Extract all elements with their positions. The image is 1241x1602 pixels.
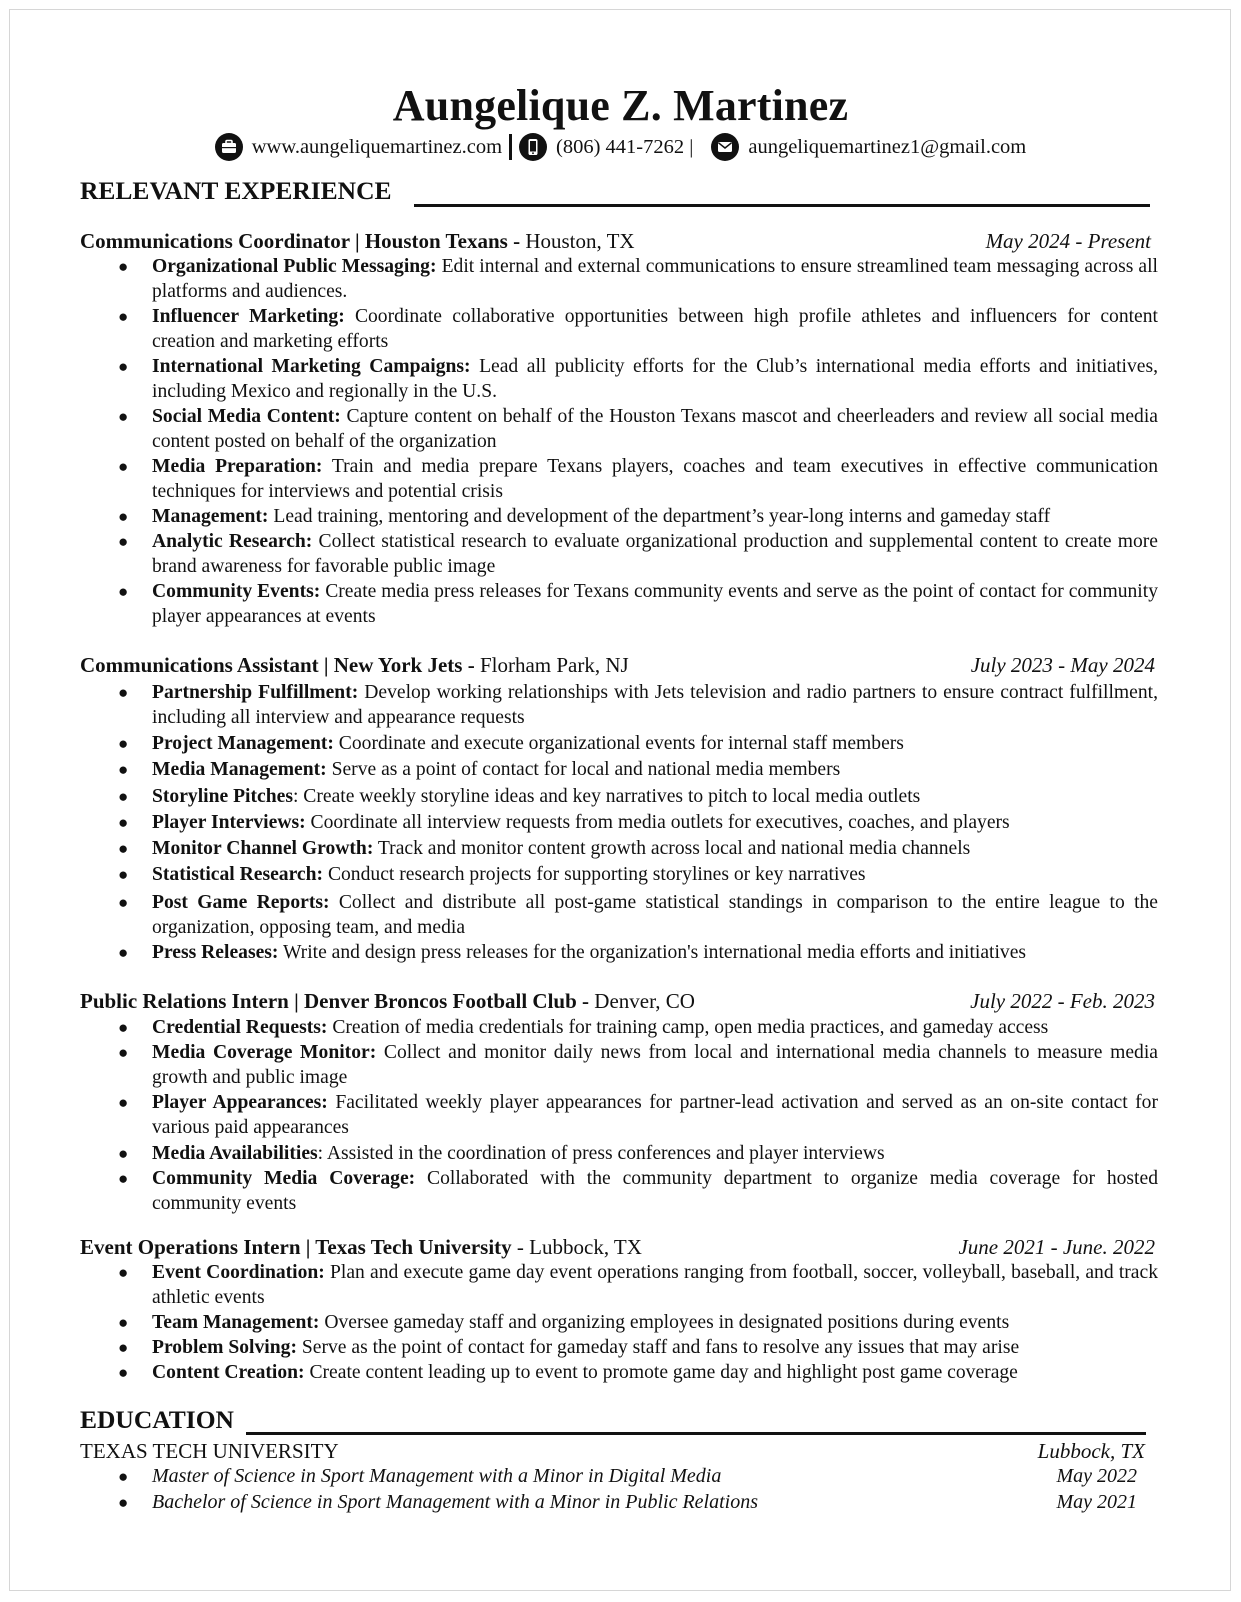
bullet-item [118,529,1158,579]
bullet-label: Media Preparation: [152,456,323,477]
education-heading: EDUCATION [80,1405,234,1434]
bullet-item [118,680,1158,730]
bullet-text: Edit internal and external communications to ensure streamlined team messaging across all platforms and audiences. [152,256,1158,302]
bullet-text: Train and media prepare Texans players, coaches and team executives in effective communication techniques for interviews and potential crisis [152,456,1158,502]
job-title: Public Relations Intern | Denver Broncos Football Club - [80,989,590,1013]
bullet-label: Statistical Research: [152,864,324,885]
briefcase-icon [215,133,243,161]
phone-number[interactable]: (806) 441-7262 | [556,135,694,158]
bullet-text: Serve as a point of contact for local and national media members [326,759,841,780]
bullet-text: Collect and monitor daily news from local and international media channels to measure media growth and public image [152,1042,1158,1088]
bullet-text: Coordinate all interview requests from media outlets for executives, coaches, and players [305,812,1010,833]
job-header [80,1234,642,1260]
bullet-label: Analytic Research: [152,531,313,552]
bullet-icon: ● [118,357,129,376]
bullet-item [118,731,1158,756]
bullet-icon: ● [118,1018,129,1037]
bullet-text: Creation of media credentials for training camp, open media practices, and gameday access [327,1017,1049,1038]
bullet-item [118,1166,1158,1216]
bullet-icon: ● [118,1144,129,1163]
contact-line [0,132,1241,162]
bullet-icon: ● [118,1363,129,1382]
bullet-text: Conduct research projects for supporting storylines or key narratives [323,864,866,885]
bullet-text: Plan and execute game day event operations ranging from football, soccer, volleyball, baseball, and track athletic events [152,1262,1158,1308]
bullet-item [118,1040,1158,1090]
bullet-icon: ● [118,734,129,753]
degree-name: Master of Science in Sport Management with a Minor in Digital Media [152,1465,722,1487]
bullet-label: Media Coverage Monitor: [152,1042,377,1063]
bullet-icon: ● [118,1467,129,1486]
bullet-text: Collect and distribute all post-game statistical standings in comparison to the entire league to the organization, opposing team, and media [152,892,1159,938]
bullet-text: Facilitated weekly player appearances for partner-lead activation and served as an on-site contact for various paid appearances [152,1092,1158,1138]
bullet-icon: ● [118,683,129,702]
bullet-icon: ● [118,760,129,779]
job-title: Communications Coordinator | Houston Texans - [80,229,521,253]
job-header [80,988,695,1014]
bullet-icon: ● [118,1169,129,1188]
job-location: Denver, CO [589,989,695,1013]
degree-item [118,1490,758,1515]
bullet-label: Community Events: [152,581,321,602]
bullet-item [118,757,1158,782]
bullet-icon: ● [118,457,129,476]
bullet-item [118,1260,1158,1310]
bullet-label: Project Management: [152,733,334,754]
bullet-text: Track and monitor content growth across local and national media channels [373,838,971,859]
school-name: TEXAS TECH UNIVERSITY [80,1439,339,1463]
bullet-text: Oversee gameday staff and organizing employees in designated positions during events [319,1312,1010,1333]
degree-date: May 2021 [1056,1491,1137,1513]
bullet-item [118,354,1158,404]
envelope-icon [711,133,739,161]
bullet-label: Storyline Pitches [152,786,293,807]
job-location: - Lubbock, TX [511,1235,642,1259]
bullet-label: Organizational Public Messaging: [152,256,437,277]
bullet-text: Write and design press releases for the organization's international media efforts and initiatives [278,942,1027,963]
bullet-text: : Assisted in the coordination of press conferences and player interviews [317,1143,885,1164]
job-title: Event Operations Intern | Texas Tech University [80,1235,512,1259]
bullet-icon: ● [118,1313,129,1332]
job-header [80,228,635,254]
job-location: Houston, TX [520,229,635,253]
bullet-label: Event Coordination: [152,1262,325,1283]
bullet-label: Influencer Marketing: [152,306,345,327]
degree-date: May 2022 [1056,1465,1137,1487]
job-dates: June 2021 - June. 2022 [958,1235,1155,1259]
bullet-item [118,890,1158,940]
bullet-text: Coordinate collaborative opportunities between high profile athletes and influencers for content creation and marketing efforts [152,306,1158,352]
candidate-name: Aungelique Z. Martinez [392,81,849,130]
education-rule [246,1432,1146,1435]
bullet-icon: ● [118,839,129,858]
bullet-label: Post Game Reports: [152,892,330,913]
bullet-item [118,454,1158,504]
degree-name: Bachelor of Science in Sport Management with a Minor in Public Relations [152,1491,759,1513]
bullet-text: Create media press releases for Texans community events and serve as the point of contact for community player appearances at events [152,581,1158,627]
bullet-label: Problem Solving: [152,1337,297,1358]
experience-rule [414,204,1150,207]
bullet-text: Lead training, mentoring and development of the department’s year-long interns and gameday staff [268,506,1051,527]
bullet-label: Media Management: [152,759,327,780]
bullet-icon: ● [118,1263,129,1282]
phone-icon [519,133,547,161]
bullet-icon: ● [118,582,129,601]
bullet-label: Press Releases: [152,942,279,963]
bullet-label: Media Availabilities [152,1143,318,1164]
separator [509,134,512,160]
bullet-icon: ● [118,1093,129,1112]
bullet-item [118,810,1158,835]
job-location: Florham Park, NJ [474,653,629,677]
bullet-item [118,1335,1158,1360]
bullet-text: Collect statistical research to evaluate organizational production and supplemental content to create more brand awareness for favorable public image [152,531,1159,577]
bullet-icon: ● [118,307,129,326]
bullet-icon: ● [118,1493,129,1512]
bullet-label: Monitor Channel Growth: [152,838,374,859]
bullet-text: Capture content on behalf of the Houston Texans mascot and cheerleaders and review all social media content posted on behalf of the organization [152,406,1158,452]
bullet-item [118,862,1158,887]
bullet-label: Social Media Content: [152,406,341,427]
job-dates: May 2024 - Present [985,229,1151,253]
bullet-item [118,504,1158,529]
bullet-icon: ● [118,787,129,806]
bullet-item [118,836,1158,861]
bullet-label: Player Interviews: [152,812,306,833]
bullet-text: Create content leading up to event to promote game day and highlight post game coverage [304,1362,1018,1383]
bullet-item [118,1360,1158,1385]
bullet-icon: ● [118,532,129,551]
bullet-label: Content Creation: [152,1362,305,1383]
bullet-text: Collaborated with the community department to organize media coverage for hosted community events [152,1168,1158,1214]
bullet-text: Serve as the point of contact for gameday staff and fans to resolve any issues that may arise [296,1337,1020,1358]
bullet-item [118,1015,1158,1040]
job-dates: July 2023 - May 2024 [970,653,1155,677]
bullet-icon: ● [118,893,129,912]
bullet-icon: ● [118,1043,129,1062]
bullet-icon: ● [118,507,129,526]
degree-item [118,1464,721,1489]
bullet-label: Management: [152,506,269,527]
bullet-item [118,304,1158,354]
bullet-icon: ● [118,865,129,884]
job-title: Communications Assistant | New York Jets - [80,653,475,677]
experience-heading: RELEVANT EXPERIENCE [80,176,392,205]
email-link[interactable]: aungeliquemartinez1@gmail.com [748,135,1027,158]
job-header [80,652,629,678]
bullet-label: Credential Requests: [152,1017,328,1038]
bullet-icon: ● [118,1338,129,1357]
bullet-text: Lead all publicity efforts for the Club’s international media efforts and initiatives, including Mexico and regionally in the U.S. [152,356,1158,402]
bullet-item [118,1141,1158,1166]
bullet-icon: ● [118,257,129,276]
bullet-icon: ● [118,943,129,962]
bullet-item [118,940,1158,965]
bullet-label: Player Appearances: [152,1092,328,1113]
job-dates: July 2022 - Feb. 2023 [970,989,1155,1013]
bullet-item [118,254,1158,304]
website-link[interactable]: www.aungeliquemartinez.com [251,135,503,158]
bullet-text: : Create weekly storyline ideas and key narratives to pitch to local media outlets [292,786,921,807]
bullet-item [118,1090,1158,1140]
bullet-icon: ● [118,407,129,426]
bullet-item [118,404,1158,454]
bullet-text: Coordinate and execute organizational events for internal staff members [333,733,904,754]
bullet-label: International Marketing Campaigns: [152,356,471,377]
bullet-item [118,1310,1158,1335]
bullet-item [118,784,1158,809]
bullet-text: Develop working relationships with Jets television and radio partners to ensure contract fulfillment, including all interview and appearance requests [152,682,1158,728]
school-location: Lubbock, TX [1037,1439,1145,1463]
bullet-label: Partnership Fulfillment: [152,682,359,703]
bullet-icon: ● [118,813,129,832]
bullet-label: Team Management: [152,1312,320,1333]
bullet-item [118,579,1158,629]
bullet-label: Community Media Coverage: [152,1168,416,1189]
